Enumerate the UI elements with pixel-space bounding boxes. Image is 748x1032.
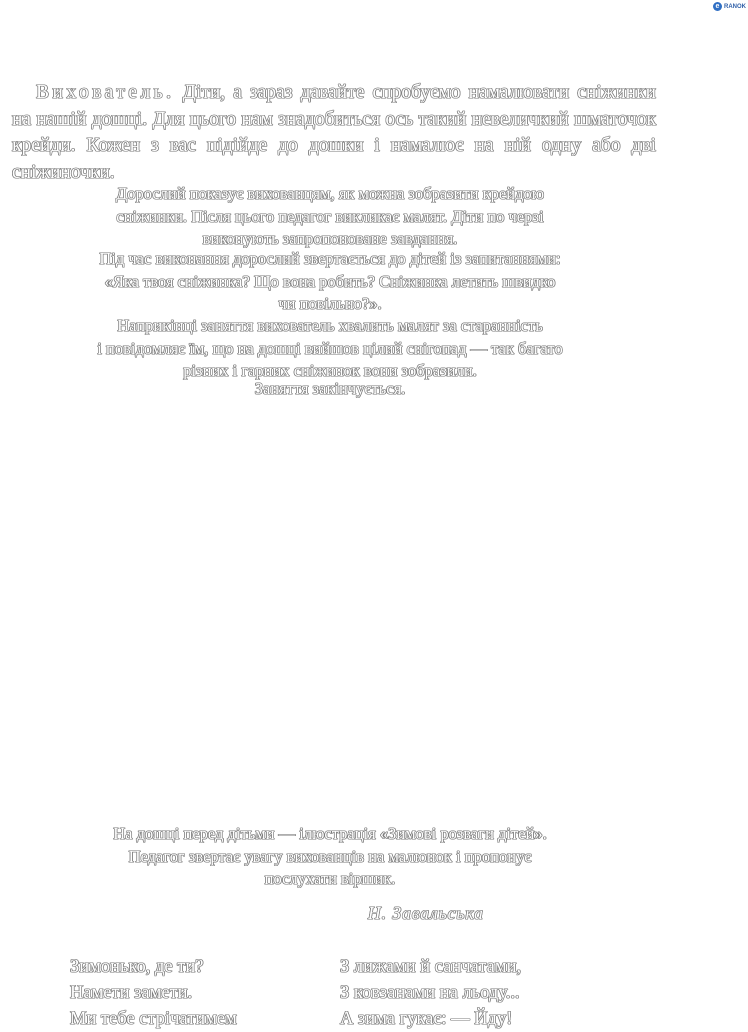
speaker-role: Вихователь. [36, 82, 175, 103]
stage-direction-4 [0, 378, 660, 401]
stage-line: виконують запропоноване завдання. [202, 229, 458, 248]
stage-line: різних і гарних сніжинок вони зобразили. [183, 361, 477, 380]
stage-direction-5 [0, 823, 660, 891]
poem-line: Зимонько, де ти? [70, 957, 204, 977]
stage-line: і повідомляє їм, що на дошці вийшов цілий снігопад — так багато [97, 338, 563, 358]
poem-line: Намети замети. [70, 983, 193, 1003]
logo-text: RANOK [724, 3, 746, 10]
e-logo-icon: e [713, 2, 722, 11]
poem-line: З лижами й санчатами, [340, 957, 522, 977]
stage-line: «Яка твоя сніжинка? Що вона робить? Сніжинка летить швидко [104, 271, 556, 291]
stage-line: чи повільно?». [278, 294, 382, 313]
stage-direction-1 [0, 183, 660, 251]
stage-line: Педагог звертає увагу вихованців на малюнок і пропонує [128, 846, 532, 866]
stage-line: На дошці перед дітьми — ілюстрація «Зимові розваги дітей». [113, 824, 547, 843]
intro-paragraph [12, 80, 656, 186]
poem-line: З ковзанами на льоду... [340, 983, 520, 1003]
stage-line: сніжинки. Після цього педагог викликає малят. Діти по черзі [116, 206, 544, 226]
poem-column-right [340, 954, 521, 1032]
stage-direction-3 [0, 315, 660, 383]
publisher-logo [713, 2, 746, 11]
stage-line: Дорослий показує вихованцям, як можна зобразити крейдою [115, 184, 545, 203]
intro-text: Діти, а зараз давайте спробуємо намалювати сніжинки на нашій дошці. Для цього нам знадобиться ось такий невеличкий шматочок крейди. Кожен з вас підійде до дошки і намалює на ній одну або дві сніжиночки. [12, 82, 656, 183]
stage-line: Під час виконання дорослий звертається до дітей із запитаннями: [99, 249, 561, 268]
stage-line: Заняття закінчується. [254, 379, 406, 398]
stage-line: Наприкінці заняття вихователь хвалить малят за старанність [117, 316, 543, 335]
poem-line: Ми тебе стрічатимем [70, 1009, 237, 1029]
poem-line: А зима гукає: — Йду! [340, 1009, 513, 1029]
poem-author: Н. Завальська [368, 903, 484, 923]
stage-direction-2 [0, 248, 660, 316]
stage-line: послухати віршик. [264, 869, 396, 888]
poem-column-left [70, 954, 237, 1032]
